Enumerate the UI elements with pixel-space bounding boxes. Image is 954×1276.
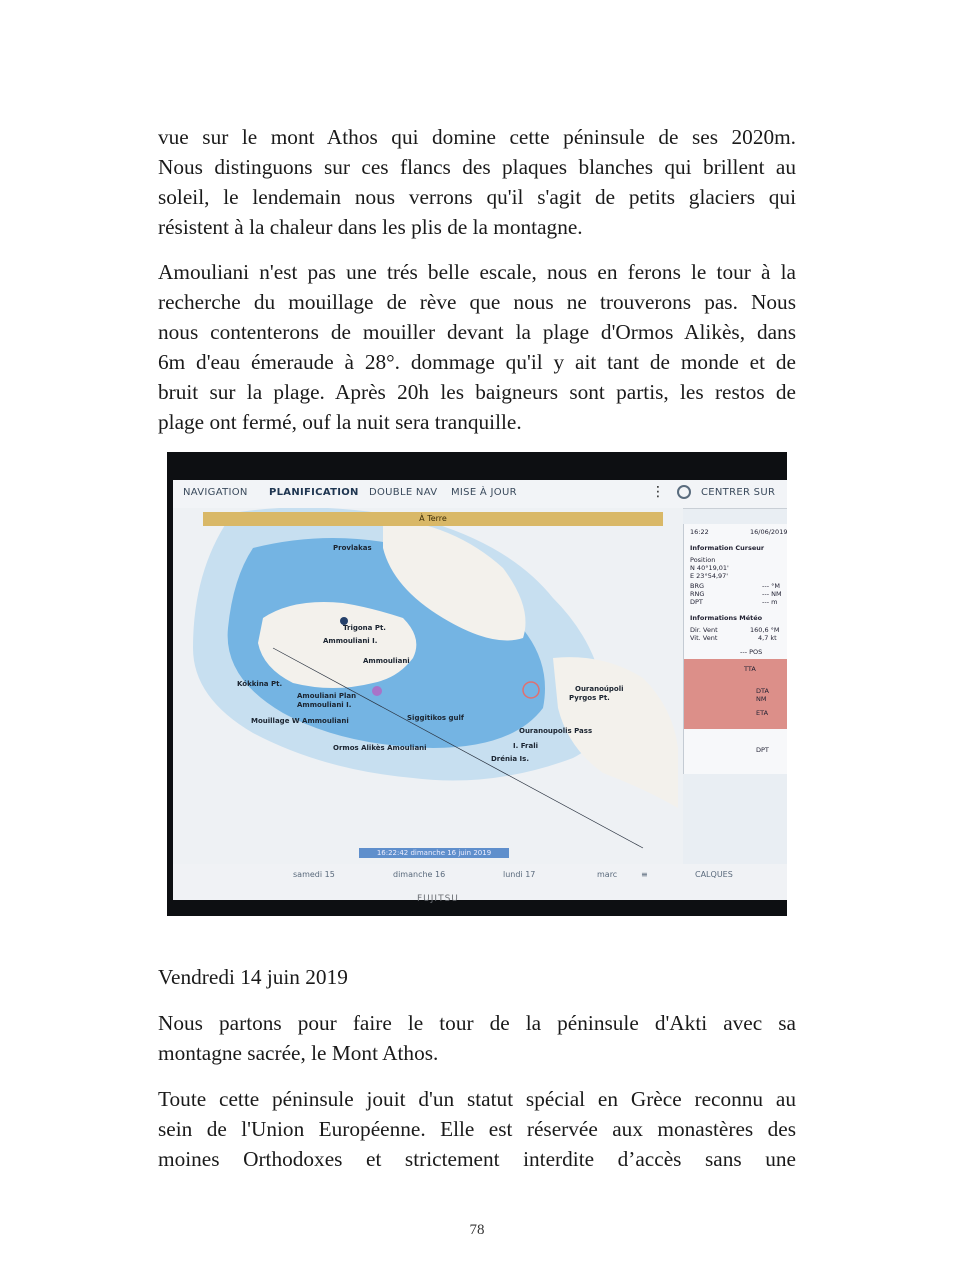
- label-frali: I. Frali: [513, 742, 539, 750]
- more-vertical-icon: ⋮: [651, 484, 665, 500]
- text-line: Nous partons pour faire le tour de la péninsule d'Akti avec sa: [158, 1011, 796, 1035]
- page-number: 78: [469, 1222, 485, 1238]
- text-line: Nous distinguons sur ces flancs des plaques blanches qui brillent au: [158, 155, 796, 179]
- layers-icon: ≡: [641, 870, 648, 879]
- panel-rng-value: --- NM: [762, 590, 782, 598]
- panel-wind-dir-value: 160,6 °M: [750, 626, 780, 634]
- label-pyrgos: Pyrgos Pt.: [569, 694, 610, 702]
- day-sunday: dimanche 16: [393, 870, 446, 879]
- label-provlakas: Provlakas: [333, 544, 372, 552]
- island-ammouliani-land: [258, 602, 416, 688]
- date-heading: [158, 962, 796, 992]
- label-ormos: Ormos Alikès Amouliani: [333, 744, 427, 752]
- panel-lon: E 23°54,97': [690, 572, 729, 580]
- panel-tta: TTA: [744, 665, 756, 673]
- panel-wind-speed: Vit. Vent: [690, 634, 718, 642]
- text-line: résistent à la chaleur dans les plis de la montagne.: [158, 215, 583, 239]
- text-line: moines Orthodoxes et strictement interdite d’accès sans une: [158, 1147, 796, 1171]
- text-line: montagne sacrée, le Mont Athos.: [158, 1041, 439, 1065]
- panel-time: 16:22: [690, 528, 709, 536]
- center-on-label: CENTRER SUR: [701, 487, 776, 498]
- panel-nm: NM: [756, 695, 767, 703]
- text-line: recherche du mouillage de rève que nous ne trouverons pas. Nous: [158, 290, 796, 314]
- tab-navigation: NAVIGATION: [183, 487, 248, 498]
- panel-pos: --- POS: [740, 648, 763, 656]
- panel-rng: RNG: [690, 590, 705, 598]
- text-line: bruit sur la plage. Après 20h les baigneurs sont partis, les restos de: [158, 380, 796, 404]
- label-pass: Ouranoupolis Pass: [519, 727, 593, 735]
- panel-cursor-info: Information Curseur: [690, 544, 765, 552]
- plotter-screen: [173, 480, 787, 900]
- date-text: Vendredi 14 juin 2019: [158, 965, 348, 989]
- chart-plotter-photo: [167, 452, 787, 916]
- label-kokkina: Kókkina Pt.: [237, 680, 283, 688]
- text-line: nous contenterons de mouiller devant la plage d'Ormos Alikès, dans: [158, 320, 796, 344]
- nautical-chart-map: [173, 508, 683, 864]
- tab-planification: PLANIFICATION: [269, 487, 359, 498]
- panel-dpt-value: --- m: [762, 598, 778, 606]
- panel-dta: DTA: [756, 687, 769, 695]
- timestamp-bar: 16:22:42 dimanche 16 juin 2019: [359, 848, 509, 858]
- tab-double-nav: DOUBLE NAV: [369, 487, 438, 498]
- monitor-brand: FUJITSU: [417, 894, 459, 904]
- label-drenia: Drénia Is.: [491, 755, 529, 763]
- day-saturday: samedi 15: [293, 870, 335, 879]
- text-line: Amouliani n'est pas une trés belle escale, nous en ferons le tour à la: [158, 260, 796, 284]
- paragraph-athos-view: [158, 122, 796, 242]
- panel-lat: N 40°19,01': [690, 564, 729, 572]
- text-line: vue sur le mont Athos qui domine cette péninsule de ses 2020m.: [158, 125, 796, 149]
- panel-brg-value: --- °M: [762, 582, 780, 590]
- label-mouillage: Mouillage W Ammouliani: [251, 717, 349, 725]
- day-monday: lundi 17: [503, 870, 536, 879]
- tab-mise-a-jour: MISE À JOUR: [451, 487, 517, 498]
- land-banner: À Terre: [203, 512, 663, 526]
- panel-dpt2: DPT: [756, 746, 769, 754]
- info-side-panel: [683, 524, 787, 774]
- panel-wind-speed-value: 4,7 kt: [758, 634, 777, 642]
- panel-alert-block: [684, 659, 787, 729]
- plotter-bottom-bar: [173, 864, 787, 900]
- panel-date: 16/06/2019: [750, 528, 787, 536]
- layers-label: CALQUES: [695, 870, 733, 879]
- label-ouranoupoli: Ouranoúpoli: [575, 685, 624, 693]
- label-ammouliani-i2: Ammouliani I.: [297, 701, 352, 709]
- marc-label: marc: [597, 870, 618, 879]
- panel-position: Position: [690, 556, 716, 564]
- text-line: 6m d'eau émeraude à 28°. dommage qu'il y ait tant de monde et de: [158, 350, 796, 374]
- label-siggitikos: Siggitikos gulf: [407, 714, 464, 722]
- text-line: soleil, le lendemain nous verrons qu'il s'agit de petits glaciers qui: [158, 185, 796, 209]
- paragraph-amouliani: [158, 257, 796, 437]
- label-amouliani-plan: Amouliani Plan: [297, 692, 357, 700]
- paragraph-statut: [158, 1084, 796, 1174]
- panel-wind-dir: Dir. Vent: [690, 626, 718, 634]
- text-line: Toute cette péninsule jouit d'un statut spécial en Grèce reconnu au: [158, 1087, 796, 1111]
- label-ammouliani-i: Ammouliani I.: [323, 637, 378, 645]
- text-line: plage ont fermé, ouf la nuit sera tranquille.: [158, 410, 522, 434]
- paragraph-akti: [158, 1008, 796, 1068]
- label-trigona: Trigona Pt.: [343, 624, 386, 632]
- panel-brg: BRG: [690, 582, 705, 590]
- text-line: sein de l'Union Européenne. Elle est réservée aux monastères des: [158, 1117, 796, 1141]
- label-ammouliani: Ammouliani: [363, 657, 410, 665]
- anchor-marker: [372, 686, 382, 696]
- panel-eta: ETA: [756, 709, 769, 717]
- plotter-menu-bar: [173, 480, 787, 509]
- panel-weather-info: Informations Météo: [690, 614, 763, 622]
- center-target-icon: [677, 485, 691, 499]
- panel-dpt: DPT: [690, 598, 703, 606]
